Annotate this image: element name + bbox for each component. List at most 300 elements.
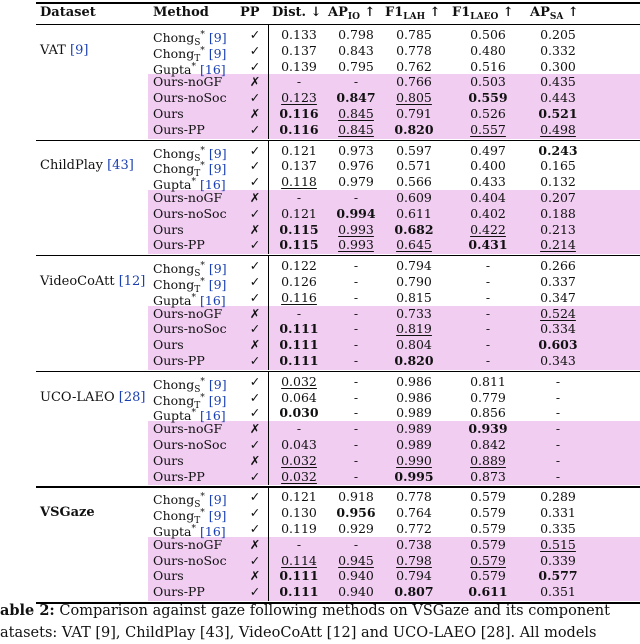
dist-value: 0.133: [281, 27, 317, 42]
pp-mark: ✓: [249, 142, 261, 158]
method-sub: T: [194, 285, 201, 295]
ap-sa-value: 0.334: [540, 321, 576, 337]
ap-sa-value: 0.188: [540, 205, 576, 221]
f1-lah-value: 0.566: [396, 174, 432, 190]
header-pp: PP: [240, 5, 260, 20]
ap-io-value: -: [353, 321, 359, 337]
header-ap-sa: [530, 5, 579, 25]
pp-mark: ✓: [249, 274, 261, 289]
method-cell: [153, 437, 227, 453]
f1-lah-value: 0.645: [396, 237, 432, 253]
header-rule: [36, 24, 640, 25]
pp-mark: ✓: [249, 389, 261, 405]
pp-mark: ✗: [249, 568, 261, 584]
table-row: [0, 437, 640, 453]
header-ap-io: [328, 5, 375, 25]
method-ref: [9]: [208, 508, 227, 524]
pp-mark: ✓: [249, 289, 261, 305]
f1-lah-value: 0.611: [396, 205, 432, 221]
pp-mark: ✓: [249, 237, 261, 253]
ap-sa-value: 0.331: [540, 505, 576, 521]
dataset-ref: [9]: [70, 42, 89, 58]
method-name: Ours-noGF: [153, 190, 223, 205]
method-ref: [9]: [208, 30, 227, 45]
f1-lah-value: 0.682: [394, 221, 434, 237]
method-name: Chong: [153, 492, 195, 508]
method-cell: [153, 353, 205, 369]
dist-value: 0.064: [281, 389, 317, 405]
ap-sa-value: 0.243: [538, 142, 578, 158]
method-cell: [153, 568, 184, 584]
ap-sa-value: 0.337: [540, 274, 576, 289]
method-cell: [153, 553, 227, 569]
ap-io-value: 0.940: [338, 584, 374, 600]
table-row: [0, 337, 640, 353]
method-name: Gupta: [153, 408, 192, 424]
header-ap-io-text: AP: [328, 5, 348, 20]
method-ref: [9]: [208, 161, 227, 177]
method-name: Ours-PP: [153, 353, 205, 368]
method-cell: [153, 521, 226, 537]
ap-sa-value: -: [555, 373, 561, 389]
ap-io-value: -: [353, 289, 359, 305]
dataset-ref: [28]: [118, 389, 146, 405]
dist-value: 0.137: [281, 42, 317, 58]
f1-laeo-value: 0.422: [470, 221, 506, 237]
method-name: Ours-noSoc: [153, 90, 227, 106]
table-row: [0, 353, 640, 369]
pp-mark: ✓: [249, 205, 261, 221]
f1-lah-value: 0.986: [396, 389, 432, 405]
method-name: Ours: [153, 452, 184, 468]
f1-lah-value: 0.798: [396, 552, 432, 568]
ap-io-value: -: [353, 405, 359, 421]
ap-sa-value: 0.524: [540, 305, 576, 321]
ap-sa-value: 0.603: [538, 337, 578, 353]
dist-value: 0.139: [281, 58, 317, 74]
method-name: Chong: [153, 392, 195, 408]
ap-sa-value: 0.289: [540, 489, 576, 505]
method-name: Ours-noGF: [153, 421, 223, 437]
ap-io-value: -: [353, 437, 359, 452]
method-ref: [16]: [200, 61, 226, 77]
caption-text: Comparison against gaze following methods on VSGaze and its component: [54, 603, 610, 619]
dist-value: 0.123: [281, 90, 317, 106]
ap-io-value: -: [353, 373, 359, 389]
header-f1-lah-arrow: ↑: [425, 5, 441, 20]
method-cell: [153, 43, 227, 64]
pp-mark: ✓: [249, 158, 261, 174]
ap-sa-value: 0.498: [540, 121, 576, 137]
method-cell: [153, 337, 184, 353]
pp-mark: ✗: [249, 74, 261, 90]
f1-lah-value: 0.785: [396, 27, 432, 42]
pp-mark: ✓: [249, 521, 261, 536]
method-mark: *: [191, 408, 197, 419]
dist-value: 0.126: [281, 274, 317, 289]
f1-laeo-value: 0.497: [470, 142, 506, 158]
method-cell: [153, 421, 222, 437]
method-cell: [153, 274, 227, 295]
ap-sa-value: 0.347: [540, 289, 576, 305]
f1-lah-value: 0.804: [396, 337, 432, 353]
ap-sa-value: 0.335: [540, 521, 576, 536]
method-name: Chong: [153, 277, 195, 292]
method-name: Chong: [153, 261, 195, 277]
pp-mark: ✓: [249, 552, 261, 568]
method-name: Ours-noGF: [153, 305, 223, 321]
method-sub: S: [194, 269, 201, 280]
f1-lah-value: 0.764: [396, 505, 432, 521]
f1-lah-value: 0.791: [396, 106, 432, 121]
dist-value: -: [296, 190, 302, 205]
method-sub: S: [194, 38, 201, 48]
method-name: Chong: [153, 161, 195, 177]
method-sub: T: [194, 53, 201, 64]
method-mark: *: [200, 45, 205, 56]
f1-lah-value: 0.989: [396, 405, 432, 421]
f1-laeo-value: 0.579: [470, 505, 506, 521]
method-cell: [153, 505, 227, 527]
method-ref: [9]: [208, 45, 227, 61]
f1-laeo-value: -: [485, 289, 491, 305]
method-name: Ours-PP: [153, 468, 205, 484]
dist-value: 0.119: [281, 521, 317, 536]
ap-sa-value: 0.132: [540, 174, 576, 190]
f1-laeo-value: 0.579: [470, 536, 506, 552]
ap-sa-value: -: [555, 452, 561, 468]
ap-io-value: -: [353, 258, 359, 274]
pp-mark: ✗: [249, 190, 261, 205]
header-f1-laeo-arrow: ↑: [498, 5, 514, 20]
f1-lah-value: 0.738: [396, 536, 432, 552]
table-row: [0, 405, 640, 424]
method-name: Ours-noSoc: [153, 552, 227, 568]
ap-sa-value: 0.300: [540, 58, 576, 74]
ap-io-value: -: [353, 536, 359, 552]
ap-io-value: 0.845: [338, 106, 374, 121]
dist-value: 0.114: [281, 552, 317, 568]
header-f1-lah: [385, 5, 441, 25]
pp-mark: ✓: [249, 584, 261, 600]
ap-io-value: 0.845: [338, 121, 374, 137]
f1-lah-value: 0.989: [396, 437, 432, 452]
method-cell: [153, 321, 227, 337]
table-row: [0, 206, 640, 222]
f1-laeo-value: -: [485, 274, 491, 289]
method-cell: [153, 405, 226, 424]
f1-laeo-value: 0.873: [470, 468, 506, 484]
method-name: Ours-PP: [153, 584, 205, 600]
method-name: Ours: [153, 106, 184, 121]
header-f1-laeo-text: F1: [452, 5, 471, 20]
pp-mark: ✓: [249, 437, 261, 452]
header-ap-sa-text: AP: [530, 5, 550, 20]
dist-value: -: [296, 74, 302, 90]
ap-sa-value: -: [555, 405, 561, 421]
f1-laeo-value: 0.404: [470, 190, 506, 205]
method-cell: [153, 306, 222, 322]
f1-laeo-value: 0.433: [470, 174, 506, 190]
f1-lah-value: 0.794: [396, 258, 432, 274]
ap-sa-value: 0.165: [540, 158, 576, 174]
method-mark: *: [191, 177, 197, 188]
ap-io-value: 0.945: [338, 552, 374, 568]
ap-sa-value: -: [555, 421, 561, 437]
table-row: [0, 190, 640, 206]
ap-sa-value: 0.214: [540, 237, 576, 253]
method-mark: *: [191, 292, 197, 303]
f1-lah-value: 0.778: [396, 42, 432, 58]
f1-laeo-value: 0.402: [470, 205, 506, 221]
ap-io-value: -: [353, 389, 359, 405]
f1-laeo-value: 0.503: [470, 74, 506, 90]
ap-io-value: -: [353, 468, 359, 484]
method-name: Gupta: [153, 292, 192, 308]
ap-io-value: -: [353, 190, 359, 205]
f1-laeo-value: 0.842: [470, 437, 506, 452]
ap-sa-value: 0.515: [540, 536, 576, 552]
method-cell: [153, 206, 227, 222]
dist-value: 0.121: [281, 205, 317, 221]
method-sub: S: [194, 153, 201, 164]
pp-mark: ✗: [249, 221, 261, 237]
group-rule: [36, 255, 640, 256]
method-sub: T: [194, 516, 201, 527]
table-row: [0, 42, 640, 64]
dataset-name: VAT: [40, 42, 66, 58]
ap-io-value: 0.976: [338, 158, 374, 174]
method-cell: [153, 74, 222, 90]
table-row: [0, 258, 640, 280]
table-row: [0, 469, 640, 485]
f1-laeo-value: -: [485, 353, 491, 368]
dataset-name: ChildPlay: [40, 158, 103, 174]
method-name: Gupta: [153, 61, 192, 77]
pp-mark: ✓: [249, 58, 261, 74]
dist-value: 0.122: [281, 258, 317, 274]
ap-io-value: 0.929: [338, 521, 374, 536]
method-name: Chong: [153, 376, 195, 392]
table-row: [0, 158, 640, 180]
dataset-ref: [43]: [107, 158, 134, 174]
method-cell: [153, 106, 184, 122]
f1-laeo-value: 0.779: [470, 389, 506, 405]
dataset-name: UCO-LAEO: [40, 389, 115, 405]
f1-laeo-value: -: [485, 258, 491, 274]
f1-laeo-value: -: [485, 337, 491, 353]
method-mark: *: [200, 392, 205, 403]
method-cell: [153, 489, 227, 511]
pp-mark: ✗: [249, 106, 261, 121]
method-ref: [9]: [208, 376, 227, 392]
dist-value: -: [296, 421, 302, 437]
method-name: Ours-PP: [153, 237, 205, 253]
ap-sa-value: 0.207: [540, 190, 576, 205]
table-row: [0, 537, 640, 553]
method-mark: *: [200, 277, 205, 287]
header-ap-io-arrow: ↑: [359, 5, 376, 20]
pp-mark: ✓: [249, 321, 261, 337]
method-name: Chong: [153, 45, 195, 61]
f1-laeo-value: 0.939: [468, 421, 508, 437]
ap-io-value: 0.956: [336, 505, 376, 521]
ap-sa-value: 0.577: [538, 568, 578, 584]
f1-laeo-value: 0.559: [468, 90, 508, 106]
ap-sa-value: 0.339: [540, 552, 576, 568]
method-mark: *: [200, 30, 205, 40]
dist-value: 0.032: [281, 373, 317, 389]
method-name: Chong: [153, 30, 195, 45]
f1-lah-value: 0.597: [396, 142, 432, 158]
f1-lah-value: 0.766: [396, 74, 432, 90]
pp-mark: ✓: [249, 42, 261, 58]
pp-mark: ✓: [249, 468, 261, 484]
f1-lah-value: 0.986: [396, 373, 432, 389]
dist-value: 0.111: [279, 584, 319, 600]
f1-laeo-value: 0.557: [470, 121, 506, 137]
method-cell: [153, 390, 227, 411]
method-cell: [153, 190, 222, 206]
method-mark: *: [191, 524, 197, 534]
table-row: [0, 505, 640, 527]
dist-value: 0.111: [279, 568, 319, 584]
dist-value: 0.111: [279, 353, 319, 368]
method-mark: *: [200, 145, 205, 156]
pp-divider: [268, 24, 269, 139]
pp-mark: ✓: [249, 174, 261, 190]
header-ap-sa-sub: SA: [549, 12, 564, 22]
method-cell: [153, 90, 227, 106]
method-cell: [153, 59, 226, 75]
table-row: [0, 237, 640, 253]
f1-lah-value: 0.772: [396, 521, 432, 536]
ap-io-value: 0.979: [338, 174, 374, 190]
f1-lah-value: 0.989: [396, 421, 432, 437]
method-name: Ours: [153, 221, 184, 237]
ap-io-value: -: [353, 337, 359, 353]
f1-laeo-value: 0.579: [470, 568, 506, 584]
method-cell: [153, 290, 226, 306]
f1-laeo-value: 0.811: [470, 373, 506, 389]
header-ap-sa-arrow: ↑: [563, 5, 579, 20]
method-cell: [153, 258, 227, 280]
dist-value: 0.032: [281, 468, 317, 484]
method-ref: [16]: [200, 292, 226, 308]
ap-sa-value: -: [555, 437, 561, 452]
method-ref: [9]: [208, 261, 227, 277]
method-mark: *: [200, 492, 205, 503]
f1-lah-value: 0.990: [396, 452, 432, 468]
table-row: [0, 453, 640, 469]
table-row: [0, 553, 640, 569]
ap-io-value: 0.993: [338, 221, 374, 237]
pp-mark: ✗: [249, 421, 261, 437]
header-ap-io-sub: IO: [347, 12, 360, 22]
table-row: [0, 389, 640, 411]
dataset-name: VideoCoAtt: [40, 274, 115, 289]
ap-io-value: 0.847: [336, 90, 376, 106]
table-row: [0, 27, 640, 48]
table-row: [0, 122, 640, 138]
ap-sa-value: 0.205: [540, 27, 576, 42]
table-row: [0, 142, 640, 164]
f1-lah-value: 0.762: [396, 58, 432, 74]
ap-io-value: 0.918: [338, 489, 374, 505]
dist-value: 0.116: [279, 106, 319, 121]
method-name: Chong: [153, 508, 195, 524]
method-cell: [153, 122, 205, 138]
top-rule: [36, 2, 640, 4]
table-row: [0, 106, 640, 122]
pp-mark: ✓: [249, 353, 261, 368]
ap-sa-value: -: [555, 389, 561, 405]
ap-io-value: -: [353, 452, 359, 468]
table-row: [0, 321, 640, 337]
dist-value: 0.111: [279, 337, 319, 353]
f1-laeo-value: -: [485, 321, 491, 337]
ap-sa-value: 0.351: [540, 584, 576, 600]
table-row: [0, 290, 640, 306]
table-row: [0, 489, 640, 511]
f1-laeo-value: 0.480: [470, 42, 506, 58]
dist-value: -: [296, 536, 302, 552]
header-dist: Dist. ↓: [272, 5, 322, 20]
pp-mark: ✗: [249, 536, 261, 552]
dist-value: 0.116: [279, 121, 319, 137]
ap-io-value: -: [353, 421, 359, 437]
f1-lah-value: 0.733: [396, 305, 432, 321]
method-mark: *: [191, 61, 197, 72]
ap-io-value: 0.973: [338, 142, 374, 158]
ap-io-value: -: [353, 353, 359, 368]
method-name: Ours-noGF: [153, 536, 223, 552]
ap-sa-value: 0.332: [540, 42, 576, 58]
f1-laeo-value: 0.400: [470, 158, 506, 174]
ap-sa-value: 0.343: [540, 353, 576, 368]
header-f1-lah-text: F1: [385, 5, 404, 20]
table-row: [0, 306, 640, 322]
dist-value: 0.032: [281, 452, 317, 468]
f1-lah-value: 0.790: [396, 274, 432, 289]
ap-io-value: 0.795: [338, 58, 374, 74]
method-ref: [9]: [208, 145, 227, 161]
method-sub: S: [194, 500, 201, 511]
method-cell: [153, 174, 226, 193]
f1-lah-value: 0.805: [396, 90, 432, 106]
pp-mark: ✓: [249, 258, 261, 274]
pp-divider: [268, 140, 269, 255]
ap-io-value: -: [353, 305, 359, 321]
f1-laeo-value: 0.579: [470, 521, 506, 536]
method-mark: *: [200, 376, 205, 387]
ap-sa-value: 0.521: [538, 106, 578, 121]
method-cell: [153, 469, 205, 485]
ap-sa-value: 0.266: [540, 258, 576, 274]
group-rule: [36, 371, 640, 372]
pp-divider: [268, 255, 269, 370]
header-f1-laeo: [452, 5, 514, 25]
method-cell: [153, 374, 227, 395]
f1-lah-value: 0.995: [394, 468, 434, 484]
method-cell: [153, 584, 205, 600]
pp-divider: [268, 486, 269, 601]
pp-mark: ✓: [249, 489, 261, 505]
table-row: [0, 90, 640, 106]
method-cell: [153, 158, 227, 180]
header-method: Method: [153, 5, 209, 20]
ap-sa-value: 0.213: [540, 221, 576, 237]
